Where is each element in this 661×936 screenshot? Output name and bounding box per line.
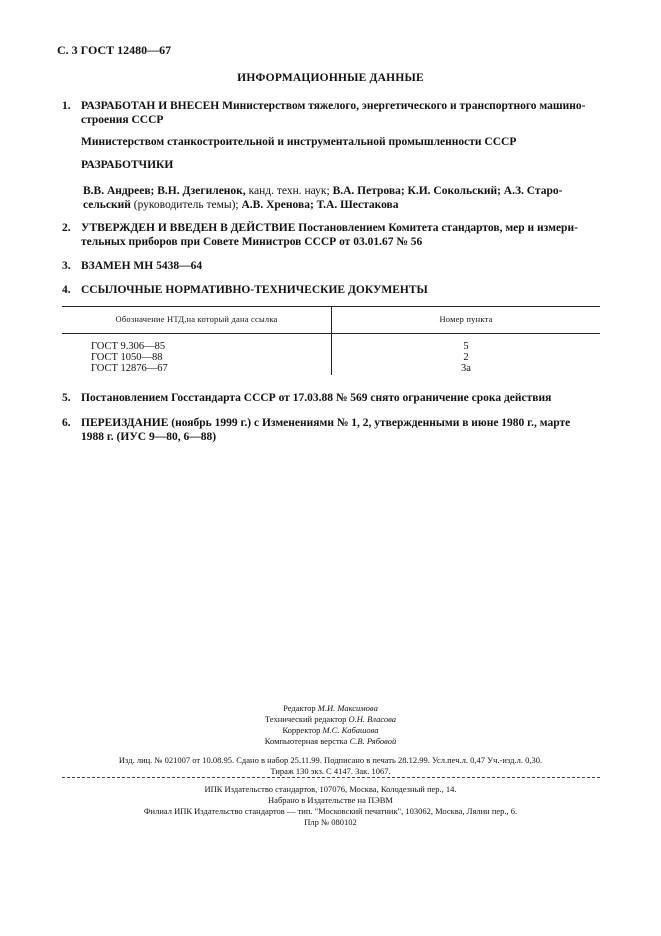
layout-label: Компьютерная верстка xyxy=(264,736,348,746)
imprint-corrector xyxy=(0,725,661,736)
item-6-line-2: 1988 г. (ИУС 9—80, 6—88) xyxy=(81,431,217,443)
item-1-ministry-line: Министерством станкостроительной и инструментальной промышленности СССР xyxy=(81,136,517,148)
page-header: С. 3 ГОСТ 12480—67 xyxy=(57,43,172,57)
imprint-divider xyxy=(62,777,600,778)
table-cell-document: ГОСТ 12876—67 xyxy=(91,363,168,374)
table-header-document: Обозначение НТД,на который дана ссылка xyxy=(115,314,278,324)
item-1-line-1: РАЗРАБОТАН И ВНЕСЕН Министерством тяжелого, энергетического и транспортного машино- xyxy=(81,100,586,112)
imprint-print-run-line: Тираж 130 экз. С 4147. Зак. 1067. xyxy=(270,766,391,776)
item-6 xyxy=(62,416,632,446)
developers-line-1: В.В. Андреев; В.Н. Дзегиленок, канд. техн. наук; В.А. Петрова; К.И. Сокольский; А.З. Старо- xyxy=(83,185,563,197)
item-number: 1. xyxy=(62,100,71,112)
tech-editor-name: О.Н. Власова xyxy=(348,714,397,724)
imprint-editor xyxy=(0,703,661,714)
table-header-clause: Номер пункта xyxy=(439,314,493,324)
imprint-license-line: Плр № 080102 xyxy=(304,817,357,827)
item-3 xyxy=(62,259,632,275)
item-2-line-1: УТВЕРЖДЕН И ВВЕДЕН В ДЕЙСТВИЕ Постановлением Комитета стандартов, мер и измери- xyxy=(81,222,578,234)
table-cell-clause: 2 xyxy=(463,352,469,363)
item-2 xyxy=(62,221,632,251)
item-5-line-1: Постановлением Госстандарта СССР от 17.03.88 № 569 снято ограничение срока действия xyxy=(81,392,552,404)
imprint-publication-line: Изд. лиц. № 021007 от 10.08.95. Сдано в набор 25.11.99. Подписано в печать 28.12.99. Усл.печ.л. 0,47 Уч.-изд.л. 0,30. xyxy=(118,755,543,765)
item-4 xyxy=(62,283,632,299)
item-6-line-1: ПЕРЕИЗДАНИЕ (ноябрь 1999 г.) с Изменениями № 1, 2, утвержденными в июне 1980 г., марте xyxy=(81,417,571,429)
item-number: 6. xyxy=(62,417,71,429)
item-1-line-2: строения СССР xyxy=(81,114,164,126)
table-cell-clause: 5 xyxy=(463,341,469,352)
imprint-branch-line: Филиал ИПК Издательство стандартов — тип. "Московский печатник", 103062, Москва, Лялин пер., 6. xyxy=(143,806,518,816)
imprint-layout xyxy=(0,736,661,747)
table-row xyxy=(91,341,165,352)
item-4-line-1: ССЫЛОЧНЫЕ НОРМАТИВНО-ТЕХНИЧЕСКИЕ ДОКУМЕНТЫ xyxy=(81,284,428,296)
imprint-typeset-line: Набрано в Издательстве на ПЭВМ xyxy=(268,795,393,805)
developers-label: РАЗРАБОТЧИКИ xyxy=(81,159,174,171)
table-cell-document: ГОСТ 1050—88 xyxy=(91,352,163,363)
table-cell-document: ГОСТ 9.306—85 xyxy=(91,341,166,352)
editor-name: М.И. Максимова xyxy=(317,703,378,713)
item-1 xyxy=(62,99,632,219)
developers-line-2: сельский (руководитель темы); А.В. Хренова; Т.А. Шестакова xyxy=(83,199,399,211)
editor-label: Редактор xyxy=(283,703,316,713)
table-cell-clause: 3а xyxy=(461,363,471,374)
item-number: 5. xyxy=(62,392,71,404)
item-2-line-2: тельных приборов при Совете Министров СССР от 03.01.67 № 56 xyxy=(81,236,423,248)
item-number: 3. xyxy=(62,260,71,272)
imprint-tech-editor xyxy=(0,714,661,725)
corrector-name: М.С. Кабашова xyxy=(322,725,379,735)
layout-name: С.В. Рябовой xyxy=(349,736,397,746)
table-row xyxy=(91,352,163,363)
imprint-publisher-line: ИПК Издательство стандартов, 107076, Москва, Колодезный пер., 14. xyxy=(204,784,457,794)
item-number: 4. xyxy=(62,284,71,296)
section-title: ИНФОРМАЦИОННЫЕ ДАННЫЕ xyxy=(237,72,424,84)
item-3-line-1: ВЗАМЕН МН 5438—64 xyxy=(81,260,203,272)
table-row xyxy=(91,363,168,374)
item-number: 2. xyxy=(62,222,71,234)
corrector-label: Корректор xyxy=(282,725,321,735)
tech-editor-label: Технический редактор xyxy=(264,714,347,724)
item-5 xyxy=(62,391,632,407)
